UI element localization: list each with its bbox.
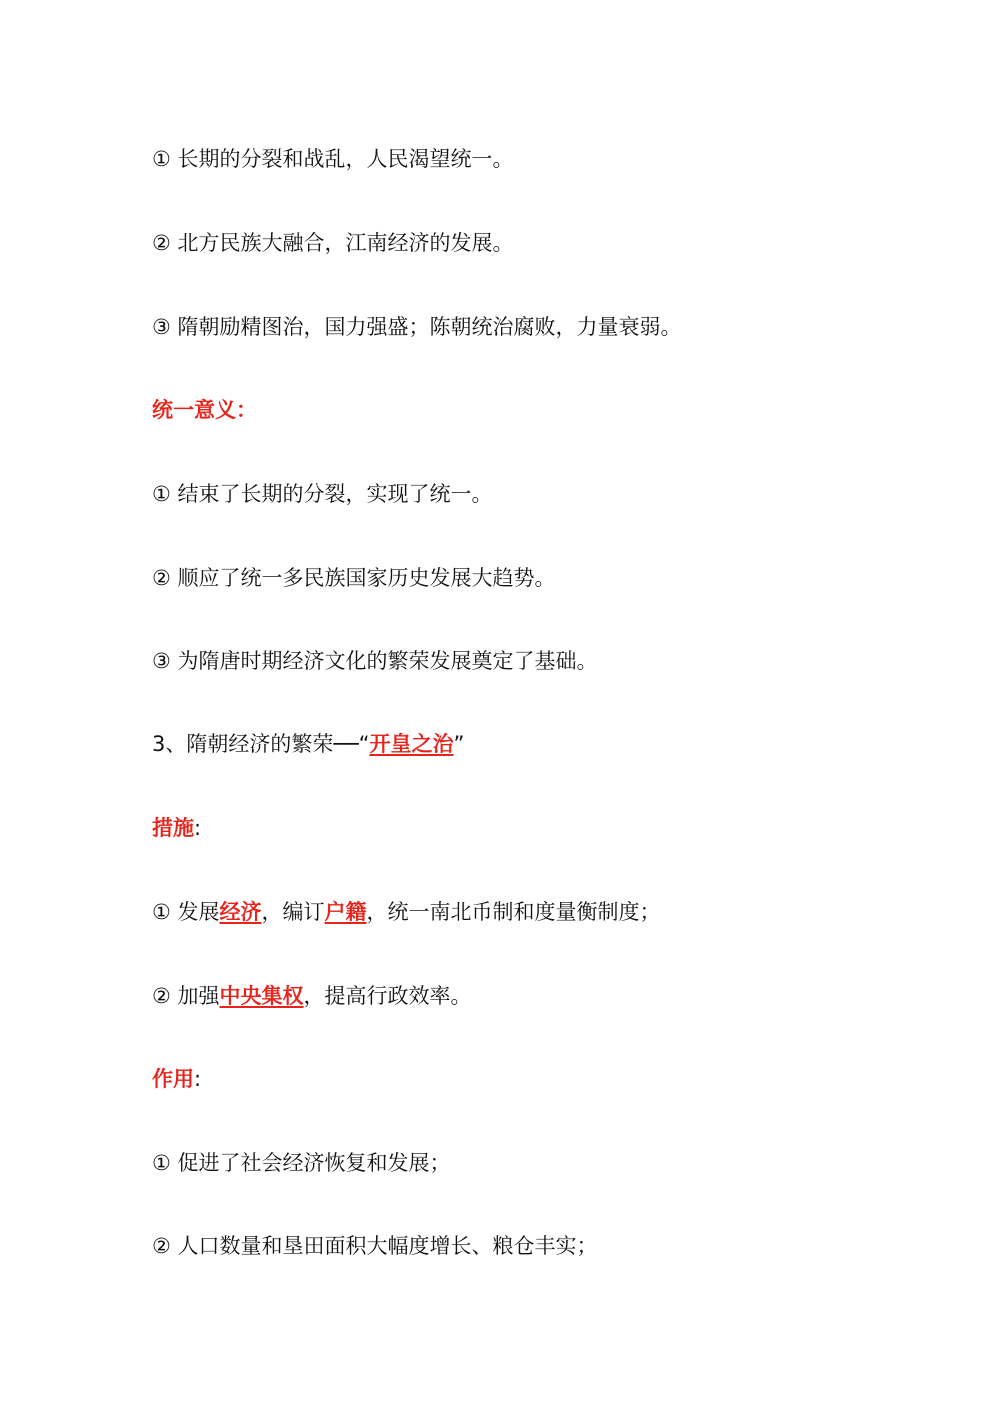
measure-item-2-highlight-centralization: 中央集权 [219, 984, 304, 1008]
measure-item-1-text-b: ，编订 [261, 900, 325, 924]
measures-heading-line [152, 813, 201, 843]
reason-item-3: ③ 隋朝励精图治，国力强盛；陈朝统治腐败，力量衰弱。 [152, 315, 682, 339]
significance-item-3: ③ 为隋唐时期经济文化的繁荣发展奠定了基础。 [152, 649, 598, 673]
measure-item-1-text-c: ，统一南北币制和度量衡制度； [366, 900, 661, 924]
significance-item-2: ② 顺应了统一多民族国家历史发展大趋势。 [152, 566, 556, 590]
measure-item-1-text-a: ① 发展 [152, 900, 220, 924]
effect-item-1: ① 促进了社会经济恢复和发展； [152, 1151, 451, 1175]
reason-item-2: ② 北方民族大融合，江南经济的发展。 [152, 231, 514, 255]
measure-item-1-highlight-household: 户籍 [324, 900, 367, 924]
section-3-title-prefix: 3、隋朝经济的繁荣──“ [152, 732, 370, 756]
significance-heading: 统一意义： [152, 398, 257, 422]
effects-heading-line [152, 1064, 201, 1094]
measure-item-2-text-a: ② 加强 [152, 984, 220, 1008]
measure-item-2 [152, 981, 472, 1011]
effects-heading: 作用 [152, 1067, 194, 1091]
section-3-title-highlight: 开皇之治 [369, 732, 454, 756]
effect-item-2: ② 人口数量和垦田面积大幅度增长、粮仓丰实； [152, 1234, 598, 1258]
significance-item-1: ① 结束了长期的分裂，实现了统一。 [152, 482, 493, 506]
measure-item-2-text-b: ，提高行政效率。 [303, 984, 472, 1008]
measures-heading: 措施 [152, 816, 194, 840]
effects-heading-colon: : [194, 1067, 202, 1091]
measure-item-1 [152, 897, 661, 927]
measures-heading-colon: : [194, 816, 202, 840]
section-3-title-suffix: ” [453, 732, 465, 756]
reason-item-1: ① 长期的分裂和战乱，人民渴望统一。 [152, 147, 514, 171]
section-3-title [152, 729, 464, 759]
measure-item-1-highlight-economy: 经济 [219, 900, 262, 924]
